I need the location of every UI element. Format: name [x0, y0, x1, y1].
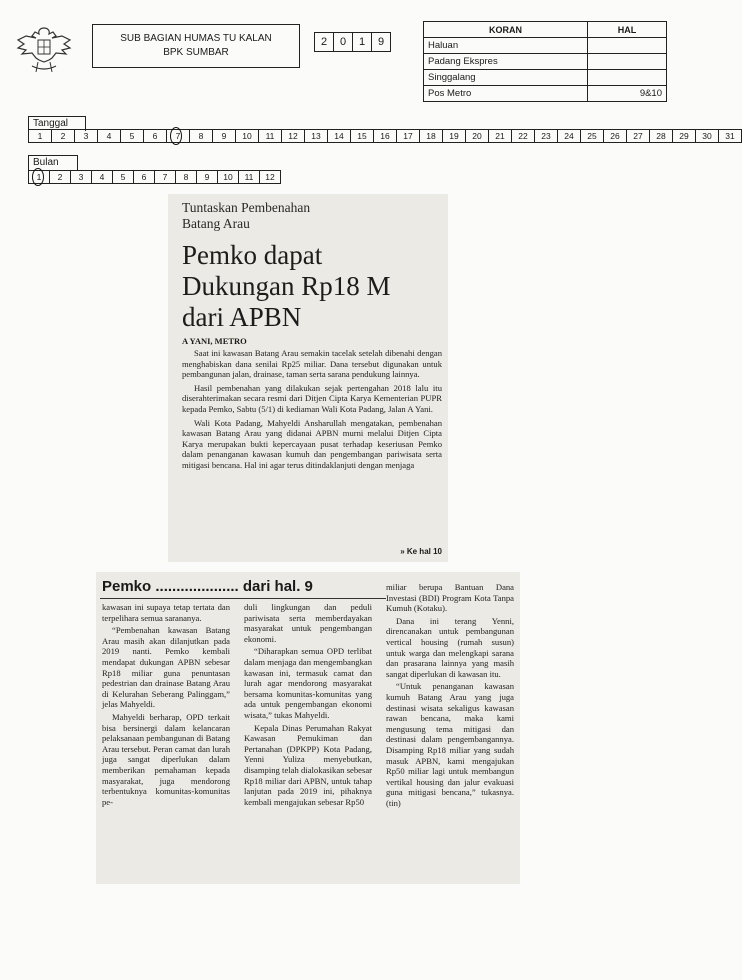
bulan-cell: 2	[49, 170, 71, 184]
unit-line-1: SUB BAGIAN HUMAS TU KALAN	[120, 33, 272, 44]
newspaper-name: Pos Metro	[424, 86, 588, 102]
bulan-cell: 8	[175, 170, 197, 184]
tanggal-cell: 6	[143, 129, 167, 143]
hal-column-header: HAL	[588, 22, 667, 38]
page-number	[588, 70, 667, 86]
tanggal-cell: 31	[718, 129, 742, 143]
year-digit: 0	[333, 32, 353, 52]
headline-line: Dukungan Rp18 M	[182, 271, 391, 301]
article-headline	[182, 240, 444, 333]
bulan-cell: 6	[133, 170, 155, 184]
newspaper-table	[423, 21, 667, 102]
bulan-cell: 5	[112, 170, 134, 184]
article-paragraph: Dana ini terang Yenni, direncanakan untuk pembangunan vertical housing (rumah susun) untuk warga dan melengkapi sarana dan prasarana lainnya yang masih sangat diperlukan di kawasan itu.	[386, 615, 514, 679]
newspaper-name: Padang Ekspres	[424, 54, 588, 70]
article-paragraph: miliar berupa Bantuan Dana Investasi (BDI) Program Kota Tanpa Kumuh (Kotaku).	[386, 582, 514, 614]
table-row	[424, 54, 667, 70]
table-row	[424, 38, 667, 54]
tanggal-cell: 2	[51, 129, 75, 143]
continuation-column-2	[244, 602, 372, 809]
kicker-line: Tuntaskan Pembenahan	[182, 200, 311, 215]
tanggal-cell: 21	[488, 129, 512, 143]
page-number	[588, 54, 667, 70]
tanggal-cell: 7	[166, 129, 190, 143]
article-byline: A YANI, METRO	[182, 336, 247, 346]
tanggal-cell: 14	[327, 129, 351, 143]
tanggal-cell: 15	[350, 129, 374, 143]
article-paragraph: Kepala Dinas Perumahan Rakyat Kawasan Pemukiman dan Pertanahan (DPKPP) Kota Padang, Yenni Yuliza menyebutkan, disamping telah dialokasikan sebesar Rp18 miliar dari APBN, untuk tahap lanjutan pada 2019 ini, pihaknya kembali mengajukan sebesar Rp50	[244, 722, 372, 807]
tanggal-cell: 30	[695, 129, 719, 143]
bulan-label: Bulan	[28, 155, 78, 170]
tanggal-cell: 23	[534, 129, 558, 143]
tanggal-cell: 19	[442, 129, 466, 143]
unit-line-2: BPK SUMBAR	[163, 47, 229, 58]
article-paragraph: duli lingkungan dan peduli pariwisata serta memberdayakan masyarakat untuk pengembangan ekonomi.	[244, 602, 372, 644]
bulan-cell: 3	[70, 170, 92, 184]
tanggal-row	[28, 129, 742, 143]
tanggal-cell: 24	[557, 129, 581, 143]
tanggal-cell: 17	[396, 129, 420, 143]
year-digit: 9	[371, 32, 391, 52]
article-paragraph: kawasan ini supaya tetap tertata dan terpelihara semua sarananya.	[102, 602, 230, 623]
continuation-column-1	[102, 602, 230, 809]
newspaper-name: Haluan	[424, 38, 588, 54]
tanggal-cell: 11	[258, 129, 282, 143]
koran-column-header: KORAN	[424, 22, 588, 38]
bulan-cell: 4	[91, 170, 113, 184]
article-body	[182, 348, 442, 474]
kicker-line: Batang Arau	[182, 216, 250, 231]
tanggal-cell: 1	[28, 129, 52, 143]
article-paragraph: “Diharapkan semua OPD terlibat dalam menjaga dan mengembangkan kawasan ini, termasuk camat dan lurah agar mendorong masyarakat bersama komunitas-komunitas yang ada untuk pengembangan ekonomi wisata,” tukas Mahyeldi.	[244, 646, 372, 720]
tanggal-cell: 4	[97, 129, 121, 143]
bulan-cell: 10	[217, 170, 239, 184]
tanggal-cell: 5	[120, 129, 144, 143]
bulan-cell: 11	[238, 170, 260, 184]
tanggal-cell: 22	[511, 129, 535, 143]
article-paragraph: Wali Kota Padang, Mahyeldi Ansharullah mengatakan, pembenahan kawasan Batang Arau yang didanai APBN murni melalui Ditjen Cipta Karya merupakan bukti kepercayaan pusat terhadap keseriusan Pemko dalam penanganan kawasan kumuh dan pengembangan pariwisata serta mitigasi bencana. Hal ini agar terus ditindaklanjuti dengan menjaga	[182, 417, 442, 470]
tanggal-cell: 10	[235, 129, 259, 143]
continuation-heading: Pemko .................... dari hal. 9	[100, 576, 386, 599]
headline-line: Pemko dapat	[182, 240, 323, 270]
unit-box	[92, 24, 300, 68]
article-paragraph: Hasil pembenahan yang dilakukan sejak pertengahan 2018 lalu itu diserahterimakan secara resmi dari Ditjen Cipta Karya Kementerian PUPR kepada Pemko, Sabtu (5/1) di kediaman Wali Kota Padang, Jalan A Yani.	[182, 382, 442, 414]
continuation-column-3	[386, 582, 514, 810]
tanggal-cell: 20	[465, 129, 489, 143]
continue-label: » Ke hal 10	[400, 547, 442, 556]
tanggal-cell: 9	[212, 129, 236, 143]
table-row	[424, 70, 667, 86]
tanggal-cell: 13	[304, 129, 328, 143]
bulan-row	[28, 170, 281, 184]
table-header-row	[424, 22, 667, 38]
tanggal-cell: 25	[580, 129, 604, 143]
article-paragraph: “Pembenahan kawasan Batang Arau masih akan dilanjutkan pada 2019 nanti. Pemko kembali mendapat dukungan APBN sebesar Rp18 miliar guna penuntasan pedestrian dan drainase Batang Arau di Kelurahan Seberang Palinggam,” jelas Mahyeldi.	[102, 625, 230, 710]
year-digit: 2	[314, 32, 334, 52]
bulan-cell: 7	[154, 170, 176, 184]
article-paragraph: Saat ini kawasan Batang Arau semakin tacelak setelah dibenahi dengan menghabiskan dana senilai Rp25 miliar. Dana tersebut digunakan untuk pembangunan jalan, drainase, taman serta sarana pendukung lainnya.	[182, 348, 442, 380]
page-number	[588, 38, 667, 54]
tanggal-cell: 26	[603, 129, 627, 143]
article-clipping	[168, 194, 448, 562]
tanggal-cell: 3	[74, 129, 98, 143]
bulan-cell: 1	[28, 170, 50, 184]
bulan-cell: 9	[196, 170, 218, 184]
tanggal-cell: 27	[626, 129, 650, 143]
continuation-clipping	[96, 572, 520, 884]
bulan-cell: 12	[259, 170, 281, 184]
headline-line: dari APBN	[182, 302, 302, 332]
article-paragraph: “Untuk penanganan kawasan kumuh Batang Arau yang juga destinasi wisata sekaligus kawasan rawan bencana, maka kami mengusung tema mitigasi dan destinasi dalam pengembangannya. Disamping Rp18 miliar yang sudah masuk APBN, kami mengajukan Rp50 miliar lagi untuk membangun vertikal housing dan jalur evakuasi guna mitigasi bencana,” tukasnya. (tin)	[386, 681, 514, 808]
newspaper-name: Singgalang	[424, 70, 588, 86]
year-box	[314, 32, 391, 52]
tanggal-label: Tanggal	[28, 116, 86, 131]
article-paragraph: Mahyeldi berharap, OPD terkait bisa bersinergi dalam kelancaran pelaksanaan pembangunan di Batang Arau tersebut. Peran camat dan lurah juga sangat diperlukan dalam memberikan pemahaman kepada masyarakat, juga mendorong terbentuknya komunitas-komunitas pe-	[102, 711, 230, 807]
year-digit: 1	[352, 32, 372, 52]
garuda-emblem-icon	[14, 22, 74, 78]
tanggal-cell: 28	[649, 129, 673, 143]
tanggal-cell: 8	[189, 129, 213, 143]
tanggal-cell: 29	[672, 129, 696, 143]
tanggal-cell: 16	[373, 129, 397, 143]
table-row	[424, 86, 667, 102]
tanggal-cell: 18	[419, 129, 443, 143]
article-kicker	[182, 200, 382, 232]
page-number: 9&10	[588, 86, 667, 102]
tanggal-cell: 12	[281, 129, 305, 143]
